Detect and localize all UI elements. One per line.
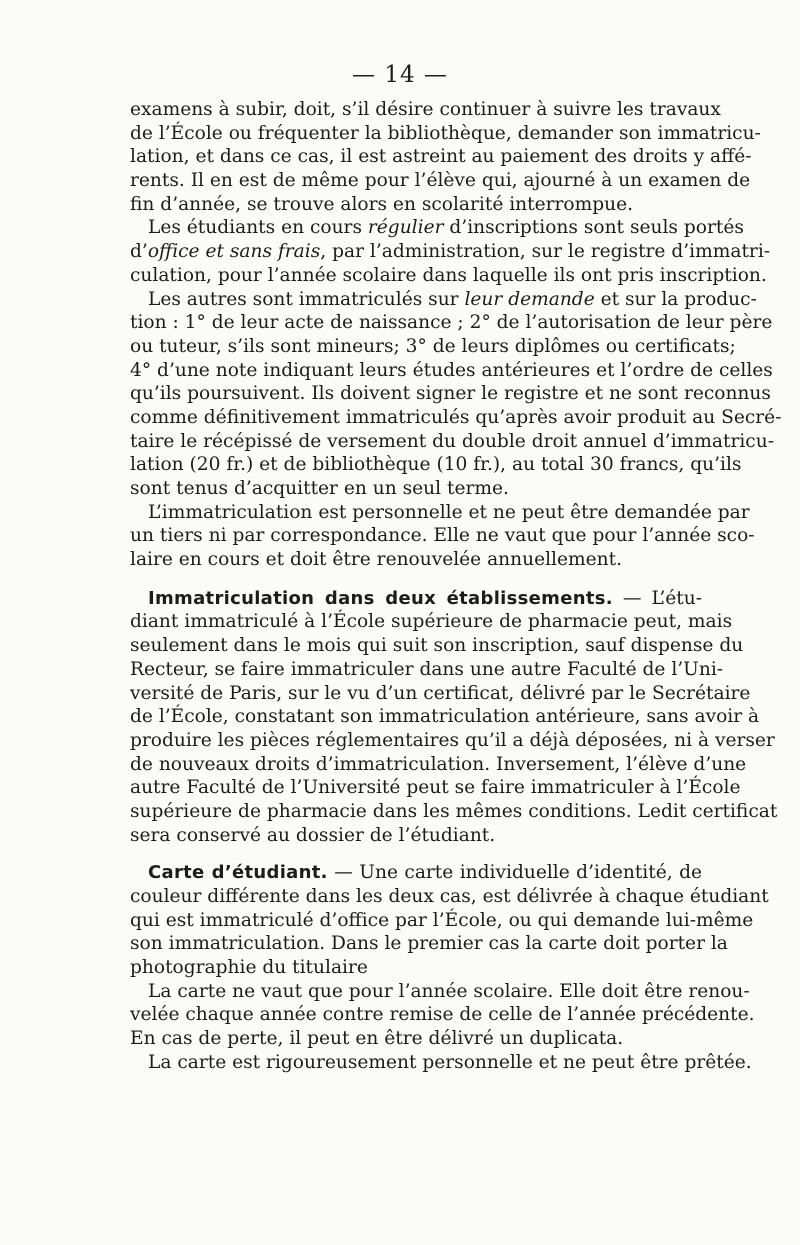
text-line: 4° d’une note indiquant leurs études antérieures et l’ordre de celles (130, 359, 773, 381)
text-line: La carte est rigoureusement personnelle et ne peut être prêtée. (148, 1051, 752, 1073)
text-line: qui est immatriculé d’office par l’École, ou qui demande lui-même (130, 909, 754, 931)
text-line: fin d’année, se trouve alors en scolarité interrompue. (130, 193, 634, 215)
text-line: produire les pièces réglementaires qu’il a déjà déposées, ni à verser (130, 729, 775, 751)
text-line: versité de Paris, sur le vu d’un certificat, délivré par le Secrétaire (130, 682, 751, 704)
paragraph-card-validity (130, 980, 755, 1051)
text-line: taire le récépissé de versement du double droit annuel d’immatricu- (130, 430, 774, 452)
text-line: sera conservé au dossier de l’étudiant. (130, 824, 496, 846)
section-heading: Immatriculation dans deux établissements. (148, 587, 613, 609)
text-line: autre Faculté de l’Université peut se faire immatriculer à l’École (130, 777, 741, 799)
text-line: ou tuteur, s’ils sont mineurs; 3° de leurs diplômes ou certificats; (130, 335, 736, 357)
paragraph-registration-request (130, 288, 782, 501)
section-gap (130, 847, 702, 861)
section-heading: Carte d’étudiant. (148, 862, 328, 884)
paragraph-card-personal (130, 1051, 752, 1075)
text-line: Les autres sont immatriculés sur leur demande et sur la produc- (148, 288, 757, 310)
text-line: couleur différente dans les deux cas, est délivrée à chaque étudiant (130, 886, 769, 907)
text-line: supérieure de pharmacie dans les mêmes conditions. Ledit certificat (130, 800, 778, 822)
text-line: rents. Il en est de même pour l’élève qui, ajourné à un examen de (130, 170, 751, 192)
text-line: Carte d’étudiant. — Une carte individuelle d’identité, de (148, 862, 702, 884)
text-line: lation, et dans ce cas, il est astreint au paiement des droits y affé- (130, 146, 752, 168)
page-number: — 14 — (352, 62, 448, 88)
text-line: d’office et sans frais, par l’administration, sur le registre d’immatri- (130, 241, 771, 263)
text-line: velée chaque année contre remise de celle de l’année précédente. (130, 1004, 755, 1026)
italic-text: leur demande (464, 288, 595, 310)
text-line: de l’École ou fréquenter la bibliothèque, demander son immatricu- (130, 122, 761, 144)
section-student-card (130, 861, 769, 979)
text-line: de nouveaux droits d’immatriculation. Inversement, l’élève d’une (130, 753, 747, 775)
text-line: un tiers ni par correspondance. Elle ne vaut que pour l’année sco- (130, 525, 755, 547)
text-line: sont tenus d’acquitter en un seul terme. (130, 478, 509, 499)
body-text (130, 98, 782, 1075)
italic-text: office et sans frais (147, 241, 321, 263)
paragraph-personal (130, 501, 755, 572)
text-line: Recteur, se faire immatriculer dans une autre Faculté de l’Uni- (130, 658, 724, 680)
section-double-registration (130, 587, 778, 848)
paragraph-continuation (130, 98, 761, 216)
text-line: photographie du titulaire (130, 957, 368, 979)
text-line: La carte ne vaut que pour l’année scolaire. Elle doit être renou- (148, 980, 750, 1002)
section-gap (130, 572, 702, 587)
text-line: de l’École, constatant son immatriculation antérieure, sans avoir à (130, 706, 760, 728)
text-line: examens à subir, doit, s’il désire continuer à suivre les travaux (130, 99, 721, 120)
text-line: En cas de perte, il peut en être délivré un duplicata. (130, 1028, 624, 1050)
text-line: qu’ils poursuivent. Ils doivent signer le registre et ne sont reconnus (130, 383, 771, 405)
text-line: comme définitivement immatriculés qu’après avoir produit au Secré- (130, 406, 782, 428)
paragraph-registration-office (130, 216, 771, 287)
text-line: Immatriculation dans deux établissements. — L’étu- (148, 587, 702, 609)
text-line: lation (20 fr.) et de bibliothèque (10 fr.), au total 30 francs, qu’ils (130, 454, 742, 476)
text-line: diant immatriculé à l’École supérieure de pharmacie peut, mais (130, 611, 733, 633)
text-line: laire en cours et doit être renouvelée annuellement. (130, 549, 622, 571)
italic-text: régulier (367, 217, 444, 239)
text-line: son immatriculation. Dans le premier cas la carte doit porter la (130, 933, 728, 955)
text-line: seulement dans le mois qui suit son inscription, sauf dispense du (130, 635, 744, 657)
text-line: tion : 1° de leur acte de naissance ; 2° de l’autorisation de leur père (130, 312, 773, 334)
text-line: L’immatriculation est personnelle et ne peut être demandée par (148, 501, 750, 523)
text-line: culation, pour l’année scolaire dans laquelle ils ont pris inscription. (130, 264, 767, 286)
text-line: Les étudiants en cours régulier d’inscriptions sont seuls portés (148, 217, 744, 239)
